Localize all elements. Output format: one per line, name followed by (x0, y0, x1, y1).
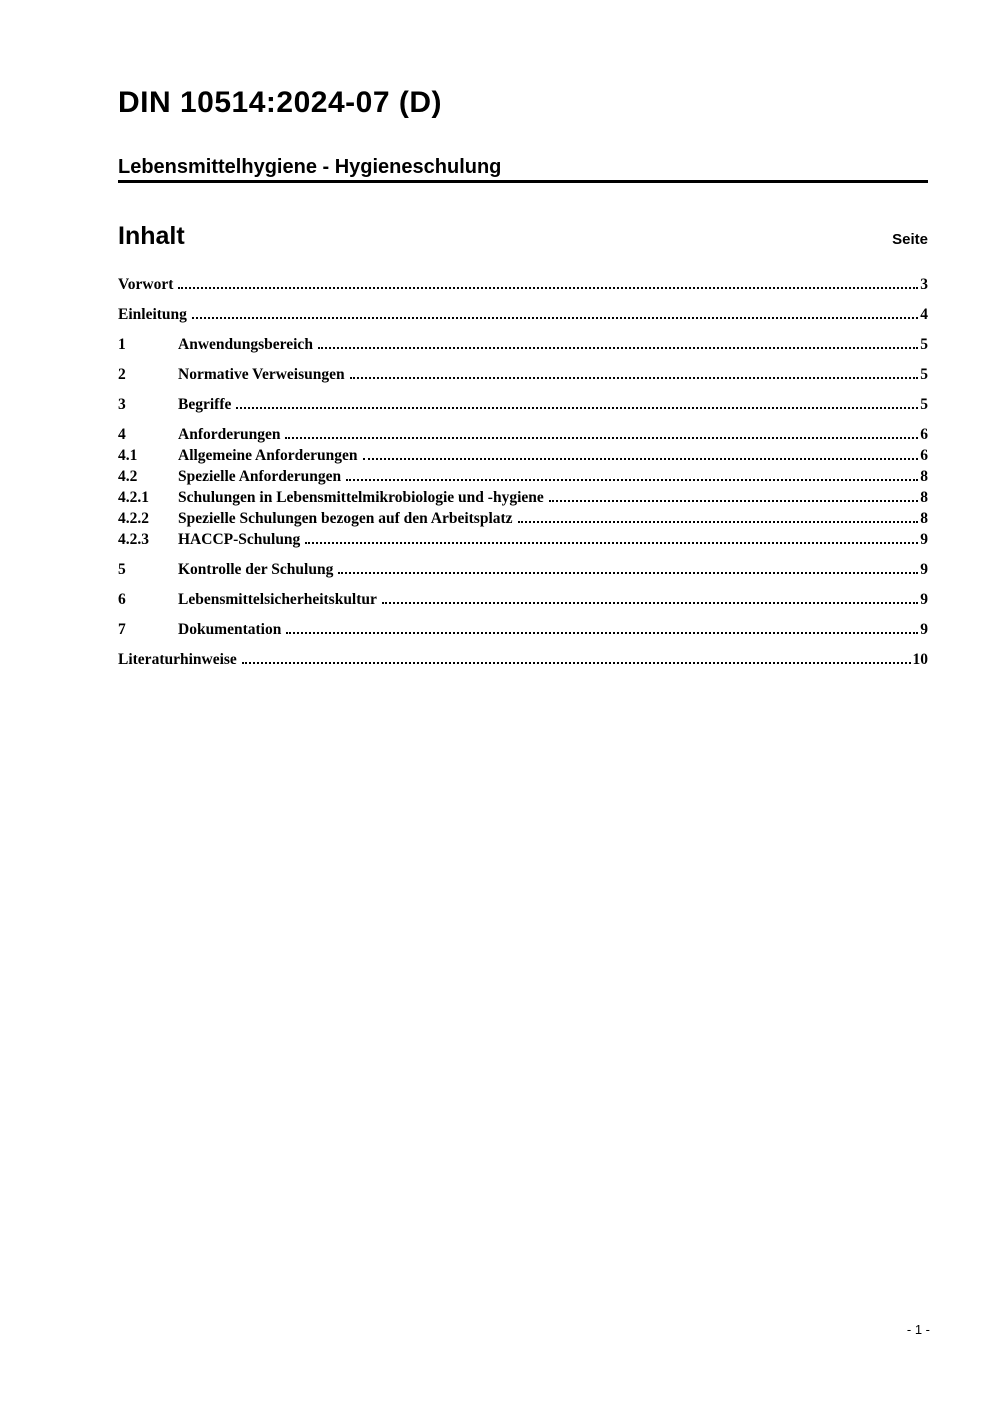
dotted-leader (236, 407, 918, 409)
toc-entry-label: Einleitung (118, 306, 187, 323)
toc-entry-label: Kontrolle der Schulung (178, 561, 334, 578)
toc-entry-number: 6 (118, 591, 126, 608)
toc-entry[interactable] (118, 424, 928, 445)
toc-entry[interactable] (118, 508, 928, 529)
toc-entry[interactable] (118, 334, 928, 355)
toc-entry[interactable] (118, 304, 928, 325)
toc-entry-page: 9 (920, 591, 928, 608)
toc-entry[interactable] (118, 466, 928, 487)
dotted-leader (549, 500, 919, 502)
toc-entry-label: Anwendungsbereich (178, 336, 313, 353)
toc-entry-page: 3 (920, 276, 928, 293)
toc-entry-label: Literaturhinweise (118, 651, 237, 668)
toc-entry-page: 4 (920, 306, 928, 323)
toc-entry-page: 8 (920, 468, 928, 485)
toc-entry-page: 8 (920, 489, 928, 506)
toc-entry-label: Spezielle Anforderungen (178, 468, 342, 485)
toc-entry-page: 9 (920, 621, 928, 638)
document-title: DIN 10514:2024-07 (D) (118, 86, 442, 119)
document-content (118, 0, 928, 670)
dotted-leader (363, 458, 919, 460)
toc-entry[interactable] (118, 589, 928, 610)
dotted-leader (518, 521, 919, 523)
toc-entry[interactable] (118, 487, 928, 508)
toc-entry-number: 2 (118, 366, 126, 383)
toc-entry[interactable] (118, 445, 928, 466)
dotted-leader (178, 287, 918, 289)
toc-entry-number: 4.2.1 (118, 489, 149, 506)
page-number-footer: - 1 - (906, 1322, 930, 1337)
dotted-leader (286, 632, 918, 634)
toc-entry-number: 5 (118, 561, 126, 578)
document-subtitle: Lebensmittelhygiene - Hygieneschulung (118, 157, 928, 183)
toc-entry-page: 5 (920, 366, 928, 383)
toc-entry-label: Schulungen in Lebensmittelmikrobiologie und -hygiene (178, 489, 544, 506)
toc-entry[interactable] (118, 559, 928, 580)
toc-entry-page: 10 (912, 651, 928, 668)
toc-entry-number: 4 (118, 426, 126, 443)
toc-entry-label: Spezielle Schulungen bezogen auf den Arbeitsplatz (178, 510, 513, 527)
dotted-leader (305, 542, 918, 544)
dotted-leader (382, 602, 918, 604)
toc-entry-page: 5 (920, 396, 928, 413)
toc-entry-number: 4.2.2 (118, 510, 149, 527)
toc-entry[interactable] (118, 364, 928, 385)
toc-entry-label: Anforderungen (178, 426, 281, 443)
toc-entry-page: 6 (920, 426, 928, 443)
toc-entry[interactable] (118, 274, 928, 295)
toc-entry-label: Normative Verweisungen (178, 366, 345, 383)
toc-entry-label: Begriffe (178, 396, 232, 413)
toc-entry-page: 9 (920, 561, 928, 578)
toc-entry[interactable] (118, 394, 928, 415)
dotted-leader (285, 437, 918, 439)
toc-entry-page: 6 (920, 447, 928, 464)
toc-entry-label: HACCP-Schulung (178, 531, 301, 548)
toc-entry-number: 4.2.3 (118, 531, 149, 548)
toc-entry-label: Lebensmittelsicherheitskultur (178, 591, 377, 608)
toc-list (118, 274, 928, 670)
dotted-leader (318, 347, 918, 349)
toc-entry-number: 4.1 (118, 447, 138, 464)
toc-entry-number: 3 (118, 396, 126, 413)
dotted-leader (350, 377, 919, 379)
toc-entry-number: 4.2 (118, 468, 138, 485)
toc-entry-number: 7 (118, 621, 126, 638)
toc-entry-page: 5 (920, 336, 928, 353)
dotted-leader (338, 572, 918, 574)
dotted-leader (192, 317, 918, 319)
page-column-label: Seite (892, 231, 928, 248)
toc-entry[interactable] (118, 649, 928, 670)
toc-entry[interactable] (118, 619, 928, 640)
toc-entry-page: 9 (920, 531, 928, 548)
toc-entry-label: Vorwort (118, 276, 174, 293)
dotted-leader (242, 662, 911, 664)
toc-entry[interactable] (118, 529, 928, 550)
toc-entry-page: 8 (920, 510, 928, 527)
dotted-leader (346, 479, 918, 481)
toc-entry-number: 1 (118, 336, 126, 353)
toc-entry-label: Allgemeine Anforderungen (178, 447, 358, 464)
contents-heading: Inhalt (118, 222, 185, 250)
contents-header (118, 223, 928, 250)
toc-entry-label: Dokumentation (178, 621, 282, 638)
